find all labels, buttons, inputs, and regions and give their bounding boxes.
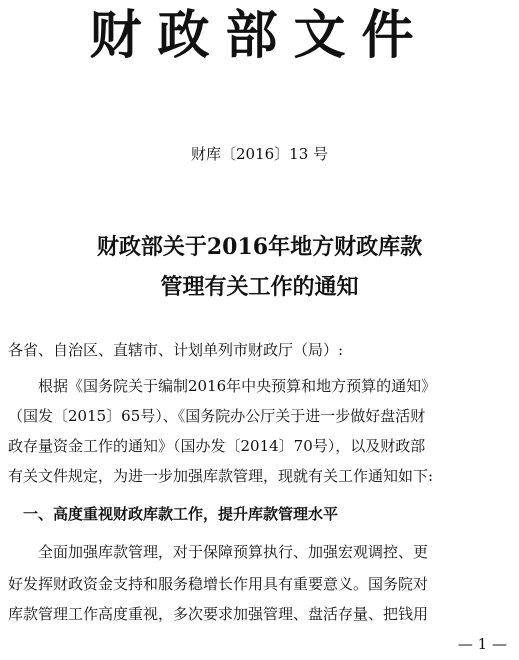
document-number: 财库〔2016〕13 号	[190, 145, 329, 163]
page-number: — 1 —	[457, 635, 507, 653]
document-title-line-1: 财政部关于2016年地方财政库款	[96, 234, 423, 260]
section-heading-1: 一、高度重视财政库款工作，提升库款管理水平	[8, 505, 339, 523]
document-title-line-2: 管理有关工作的通知	[160, 274, 359, 300]
body-line: 有关文件规定，为进一步加强库款管理，现就有关工作通知如下:	[8, 467, 434, 485]
body-line-addressee: 各省、自治区、直辖市、计划单列市财政厅（局）:	[8, 341, 344, 359]
body-line: 政存量资金工作的通知》（国办发〔2014〕70号），以及财政部	[8, 437, 426, 455]
body-line: 好发挥财政资金支持和服务稳增长作用具有重要意义。国务院对	[8, 575, 429, 593]
body-line: 库款管理工作高度重视，多次要求加强管理、盘活存量、把钱用	[8, 605, 429, 623]
document-header-title: 财政部文件	[89, 5, 430, 66]
body-line: （国发〔2015〕65号）、《国务院办公厅关于进一步做好盘活财	[8, 407, 426, 425]
body-line: 根据《国务院关于编制2016年中央预算和地方预算的通知》	[8, 377, 437, 395]
body-line: 全面加强库款管理，对于保障预算执行、加强宏观调控、更	[8, 543, 429, 561]
